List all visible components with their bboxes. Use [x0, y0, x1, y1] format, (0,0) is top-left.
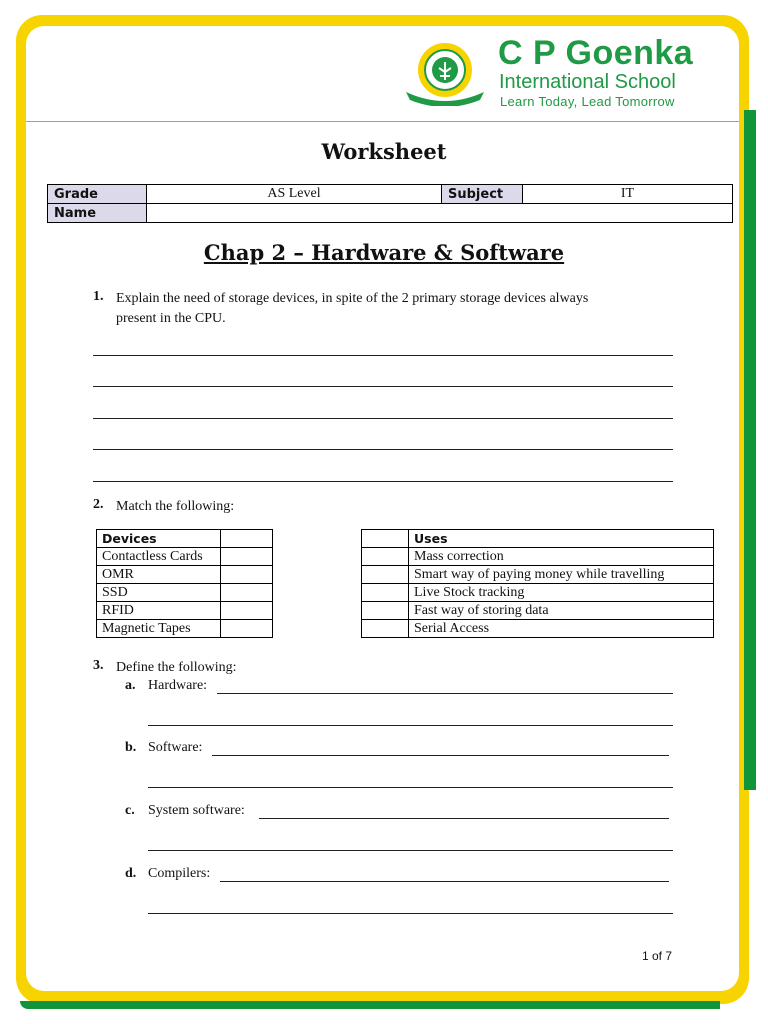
- answer-line[interactable]: [259, 818, 669, 819]
- student-info-table: [47, 184, 733, 223]
- use-item: Serial Access: [409, 620, 714, 638]
- device-item: Contactless Cards: [97, 548, 221, 566]
- grade-value[interactable]: AS Level: [147, 185, 442, 204]
- q3b-letter: b.: [125, 740, 137, 755]
- use-item: Smart way of paying money while travelling: [409, 566, 714, 584]
- school-seal-icon: [402, 40, 488, 106]
- page-title: Worksheet: [321, 139, 447, 164]
- answer-line[interactable]: [93, 481, 673, 482]
- school-tagline: Learn Today, Lead Tomorrow: [500, 94, 675, 109]
- chapter-heading: [0, 240, 768, 265]
- q3d-letter: d.: [125, 866, 137, 881]
- uses-table: [361, 529, 714, 638]
- devices-answer-cell[interactable]: [221, 530, 273, 548]
- answer-line[interactable]: [148, 725, 673, 726]
- uses-header: Uses: [409, 530, 714, 548]
- page-border-accent-bottom: [20, 1001, 720, 1009]
- q1-text-line1: Explain the need of storage devices, in spite of the 2 primary storage devices always: [116, 291, 589, 306]
- uses-answer-cell[interactable]: [362, 548, 409, 566]
- devices-answer-cell[interactable]: [221, 566, 273, 584]
- device-item: Magnetic Tapes: [97, 620, 221, 638]
- grade-label: Grade: [48, 185, 147, 204]
- name-field[interactable]: [147, 204, 733, 223]
- answer-line[interactable]: [148, 850, 673, 851]
- device-item: RFID: [97, 602, 221, 620]
- devices-header: Devices: [97, 530, 221, 548]
- uses-answer-cell[interactable]: [362, 584, 409, 602]
- page-number: 1 of 7: [642, 949, 673, 963]
- header-divider: [26, 121, 739, 122]
- devices-answer-cell[interactable]: [221, 620, 273, 638]
- devices-table: [96, 529, 273, 638]
- uses-answer-cell[interactable]: [362, 530, 409, 548]
- answer-line[interactable]: [93, 418, 673, 419]
- uses-answer-cell[interactable]: [362, 620, 409, 638]
- devices-answer-cell[interactable]: [221, 548, 273, 566]
- q3a-letter: a.: [125, 678, 136, 693]
- answer-line[interactable]: [148, 787, 673, 788]
- name-label: Name: [48, 204, 147, 223]
- use-item: Live Stock tracking: [409, 584, 714, 602]
- q3a-label: Hardware:: [148, 678, 208, 693]
- q3-text: Define the following:: [116, 660, 237, 675]
- answer-line[interactable]: [93, 386, 673, 387]
- q1-number: 1.: [93, 289, 104, 304]
- q3b-label: Software:: [148, 740, 203, 755]
- q2-text: Match the following:: [116, 499, 235, 514]
- q2-number: 2.: [93, 497, 104, 512]
- device-item: OMR: [97, 566, 221, 584]
- answer-line[interactable]: [217, 693, 673, 694]
- q3-number: 3.: [93, 658, 104, 673]
- answer-line[interactable]: [93, 355, 673, 356]
- answer-line[interactable]: [148, 913, 673, 914]
- uses-answer-cell[interactable]: [362, 602, 409, 620]
- answer-line[interactable]: [220, 881, 669, 882]
- answer-line[interactable]: [212, 755, 669, 756]
- devices-answer-cell[interactable]: [221, 602, 273, 620]
- use-item: Mass correction: [409, 548, 714, 566]
- use-item: Fast way of storing data: [409, 602, 714, 620]
- subject-label: Subject: [442, 185, 523, 204]
- school-name: C P Goenka: [498, 34, 694, 72]
- q3c-letter: c.: [125, 803, 135, 818]
- q1-text-line2: present in the CPU.: [116, 311, 226, 326]
- q3c-label: System software:: [148, 803, 245, 818]
- page-border-accent: [744, 110, 756, 790]
- chapter-title: Chap 2 – Hardware & Software: [203, 240, 565, 265]
- device-item: SSD: [97, 584, 221, 602]
- q3d-label: Compilers:: [148, 866, 211, 881]
- subject-value[interactable]: IT: [523, 185, 733, 204]
- answer-line[interactable]: [93, 449, 673, 450]
- devices-answer-cell[interactable]: [221, 584, 273, 602]
- uses-answer-cell[interactable]: [362, 566, 409, 584]
- school-subtitle: International School: [499, 71, 676, 93]
